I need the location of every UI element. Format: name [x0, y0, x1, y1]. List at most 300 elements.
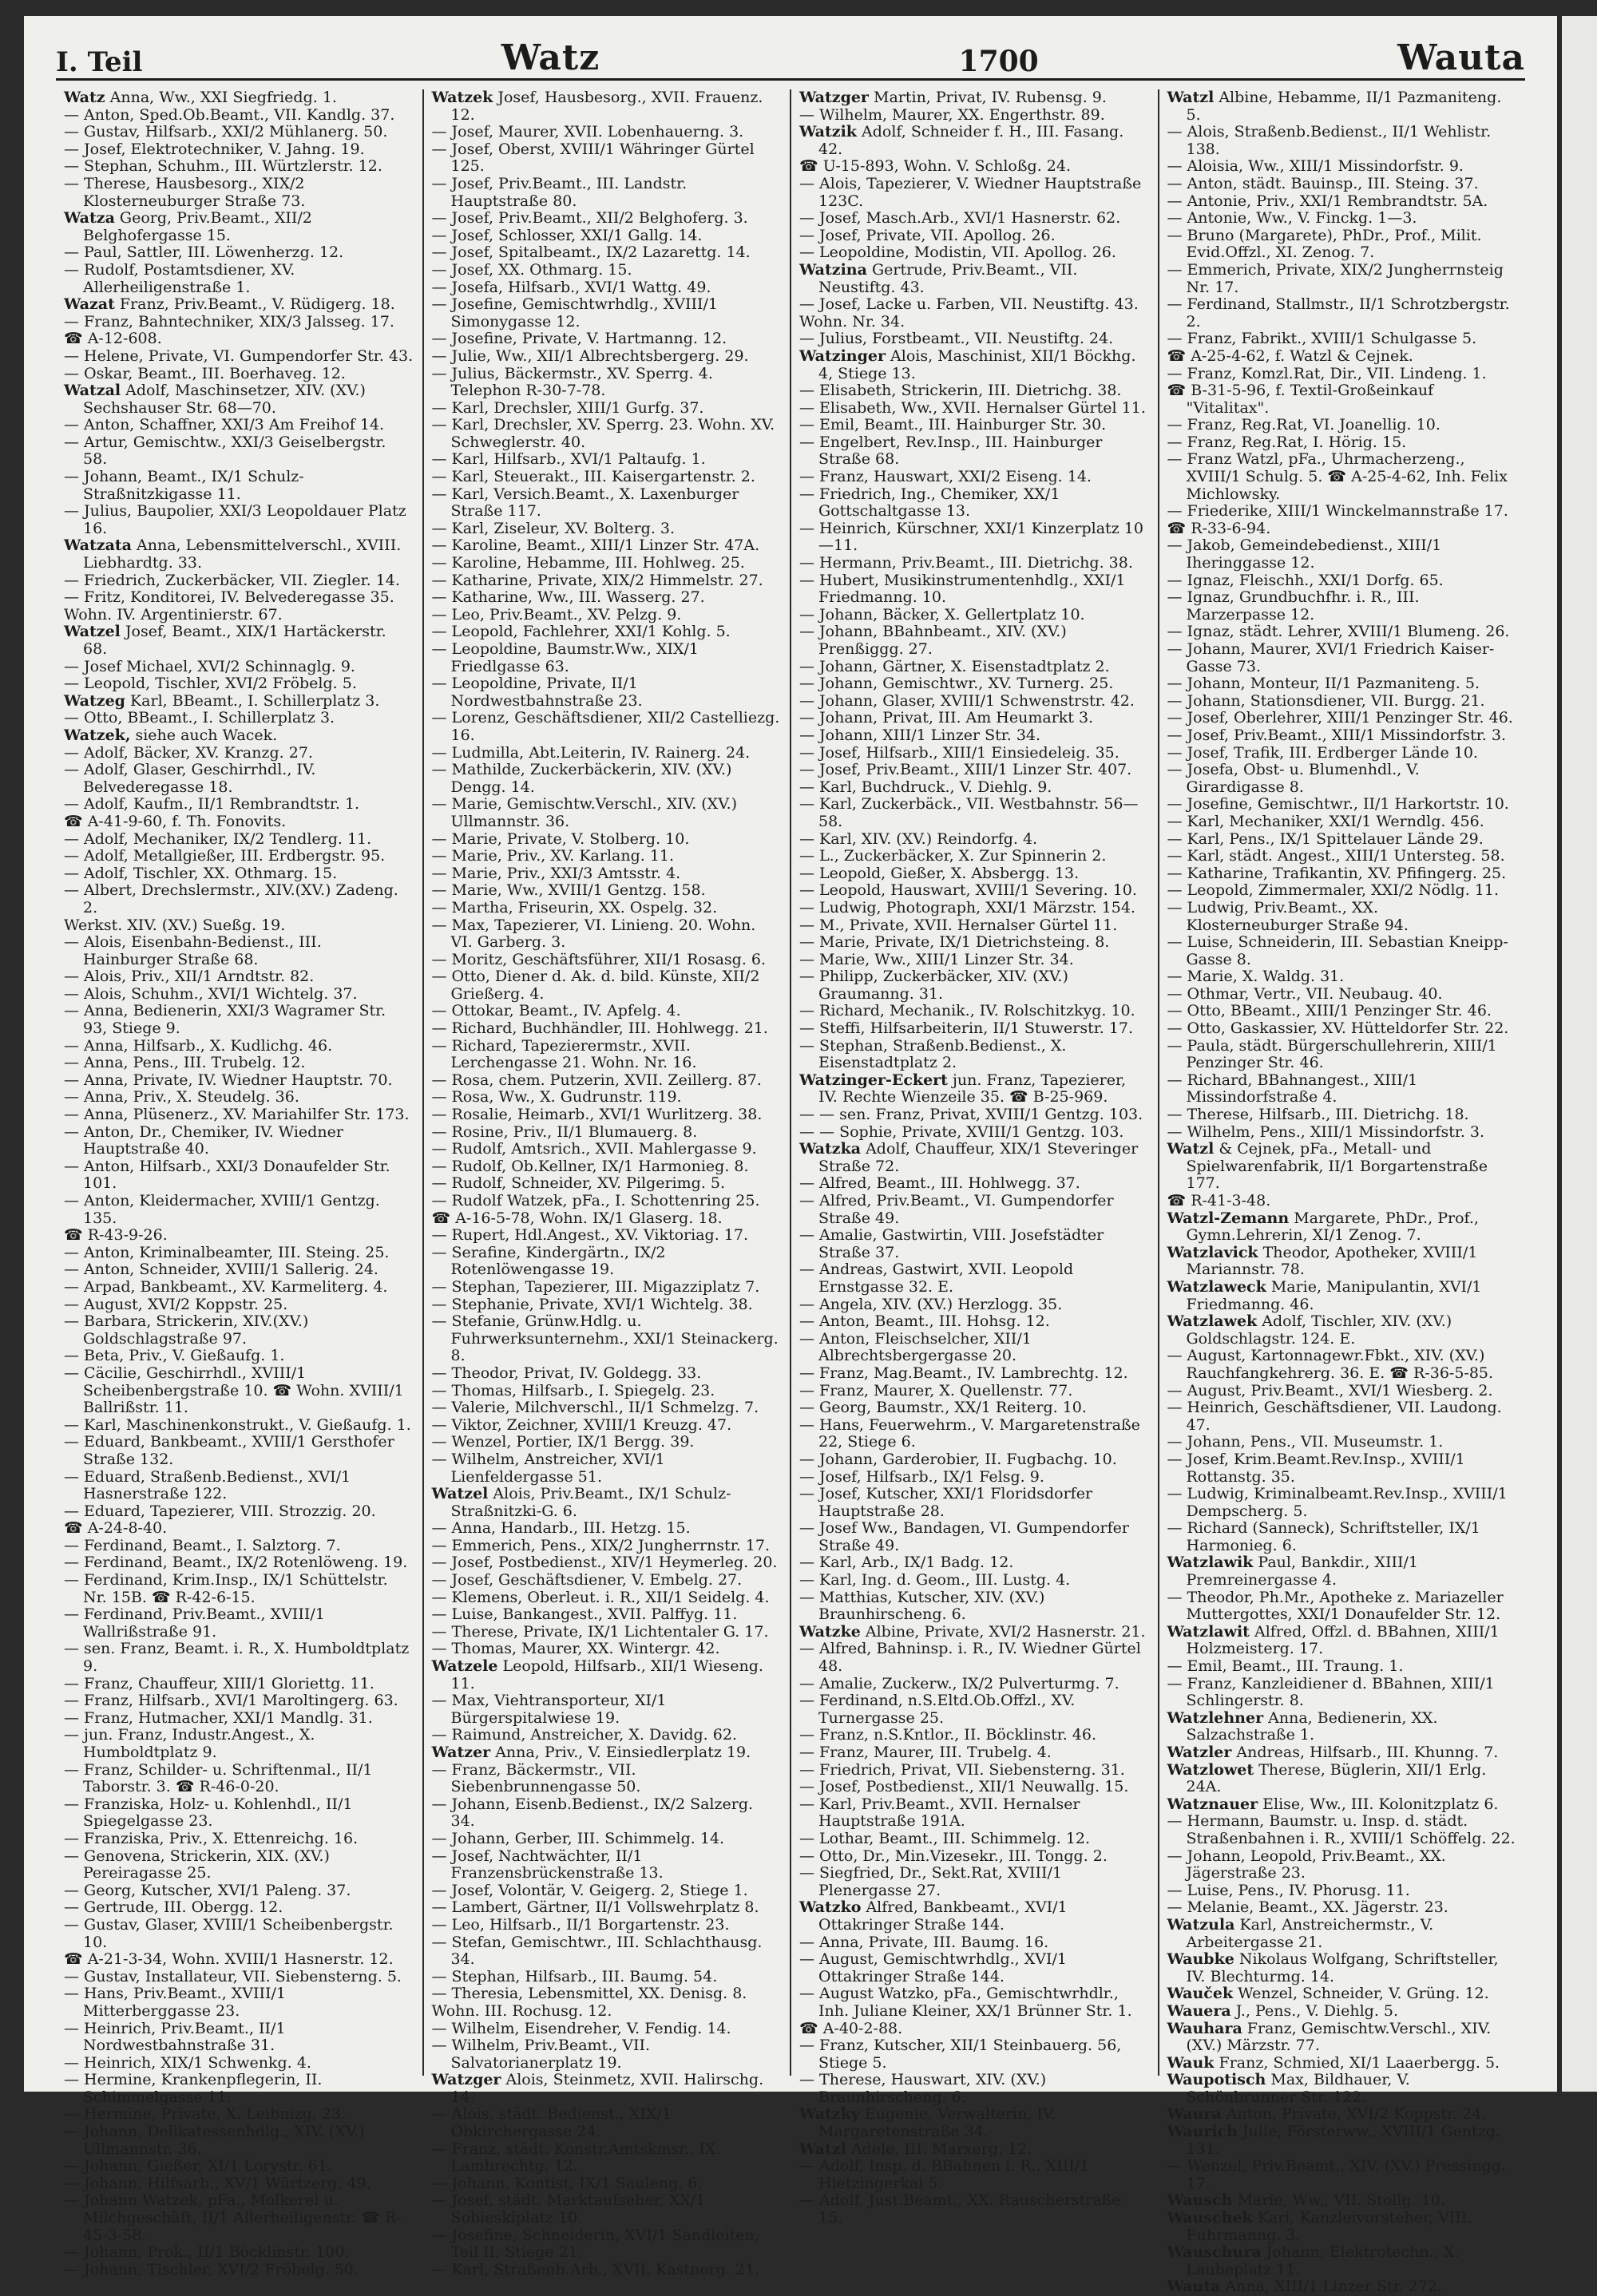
- directory-entry: — Anna, Private, IV. Wiedner Hauptstr. 70.: [64, 1071, 393, 1089]
- directory-entry: Wauhara Franz, Gemischtw.Verschl., XIV. (XV.) Märzstr. 77.: [1167, 2019, 1492, 2055]
- directory-entry: Watz Anna, Ww., XXI Siegfriedg. 1.: [64, 89, 337, 106]
- directory-entry: — Oskar, Beamt., III. Boerhaveg. 12.: [64, 364, 346, 382]
- directory-entry: Watzinger-Eckert jun. Franz, Tapezierer, IV. Rechte Wienzeile 35. ☎ B-25-969.: [799, 1071, 1126, 1106]
- directory-entry: — Theresia, Lebensmittel, XX. Denisg. 8.: [431, 1985, 747, 2003]
- directory-entry: — Hans, Feuerwehrm., V. Margaretenstraße 22, Stiege 6.: [799, 1415, 1140, 1451]
- part-label: I. Teil: [56, 46, 143, 78]
- directory-entry: Watzlawit Alfred, Offzl. d. BBahnen, XIII/1 Holzmeisterg. 17.: [1167, 1622, 1500, 1658]
- directory-entry: — Valerie, Milchverschl., II/1 Schmelzg. 7.: [431, 1399, 759, 1417]
- directory-entry: — Johann, Hilfsarb., XV/1 Würtzerg. 49.: [64, 2174, 371, 2192]
- directory-entry: — Gustav, Hilfsarb., XXI/2 Mühlanerg. 50.: [64, 123, 388, 141]
- directory-entry: — Otto, Diener d. Ak. d. bild. Künste, XII/2 Grießerg. 4.: [431, 968, 760, 1003]
- directory-entry: — Ferdinand, Krim.Insp., IX/1 Schüttelstr. Nr. 15B. ☎ R-42-6-15.: [64, 1571, 388, 1606]
- directory-entry: Watza Georg, Priv.Beamt., XII/2 Belghofergasse 15.: [64, 209, 312, 244]
- directory-entry: Werkst. XIV. (XV.) Sueßg. 19.: [64, 916, 286, 934]
- directory-entry: — Emil, Beamt., III. Hainburger Str. 30.: [799, 416, 1107, 434]
- directory-entry: Watzek Josef, Hausbesorg., XVII. Frauenz. 12.: [431, 89, 763, 124]
- directory-entry: — Ferdinand, Priv.Beamt., XVIII/1 Wallrißstraße 91.: [64, 1605, 325, 1641]
- directory-entry: — Helene, Private, VI. Gumpendorfer Str. 43.: [64, 346, 414, 365]
- directory-entry: — Antonie, Ww., V. Finckg. 1—3.: [1167, 209, 1417, 228]
- directory-entry: — Josef, Priv.Beamt., III. Landstr. Hauptstraße 80.: [431, 174, 688, 210]
- directory-entry: — Karl, Drechsler, XV. Sperrg. 23. Wohn. XV. Schweglerstr. 40.: [431, 416, 775, 451]
- directory-entry: — Marie, Private, V. Stolberg. 10.: [431, 829, 690, 848]
- directory-entry: — Bruno (Margarete), PhDr., Prof., Milit. Evid.Offzl., XI. Zenog. 7.: [1167, 226, 1482, 262]
- directory-entry: — Ignaz, städt. Lehrer, XVIII/1 Blumeng. 26.: [1167, 623, 1510, 641]
- directory-entry: — Josef, Geschäftsdiener, V. Embelg. 27.: [431, 1571, 743, 1589]
- directory-entry: Watzik Adolf, Schneider f. H., III. Fasang. 42.: [799, 123, 1124, 158]
- directory-entry: — Johann, XIII/1 Linzer Str. 34.: [799, 726, 1041, 744]
- directory-entry: — Paula, städt. Bürgerschullehrerin, XIII/1 Penzinger Str. 46.: [1167, 1036, 1497, 1072]
- directory-entry: — Franz, Kanzleidiener d. BBahnen, XIII/1 Schlingerstr. 8.: [1167, 1674, 1495, 1710]
- directory-entry: — Johann, Gärtner, X. Eisenstadtplatz 2.: [799, 657, 1110, 675]
- directory-entry: — Alois, Eisenbahn-Bedienst., III. Hainburger Straße 68.: [64, 933, 322, 968]
- directory-entry: — Ferdinand, Beamt., I. Salztorg. 7.: [64, 1536, 341, 1554]
- directory-entry: — Franz, Bäckermstr., VII. Siebenbrunnengasse 50.: [431, 1760, 641, 1796]
- directory-entry: — Friedrich, Zuckerbäcker, VII. Ziegler. 14.: [64, 571, 400, 589]
- directory-entry: — Josefa, Hilfsarb., XVI/1 Wattg. 49.: [431, 278, 711, 296]
- directory-entry: — Raimund, Anstreicher, X. Davidg. 62.: [431, 1726, 737, 1744]
- directory-entry: — Rudolf, Ob.Kellner, IX/1 Harmonieg. 8.: [431, 1157, 749, 1175]
- directory-entry: — Melanie, Beamt., XX. Jägerstr. 23.: [1167, 1898, 1448, 1917]
- directory-entry: — August, Priv.Beamt., XVI/1 Wiesberg. 2.: [1167, 1381, 1493, 1399]
- directory-entry: — Wenzel, Portier, IX/1 Bergg. 39.: [431, 1433, 695, 1451]
- left-running-head: Watz: [501, 38, 600, 78]
- directory-entry: — Adolf, Just.Beamt., XX. Rauscherstraße 15.: [799, 2191, 1121, 2227]
- directory-entry: — Leopold, Tischler, XVI/2 Fröbelg. 5.: [64, 675, 357, 693]
- directory-entry: — Karl, Versich.Beamt., X. Laxenburger Straße 117.: [431, 485, 739, 521]
- directory-entry: — Friedrich, Ing., Chemiker, XX/1 Gottschaltgasse 13.: [799, 485, 1060, 521]
- directory-entry: Wauček Wenzel, Schneider, V. Grüng. 12.: [1167, 1985, 1489, 2003]
- directory-entry: — Josef, Krim.Beamt.Rev.Insp., XVIII/1 Rottanstg. 35.: [1167, 1450, 1465, 1486]
- directory-entry: ☎ A-40-2-88.: [799, 2019, 903, 2037]
- directory-entry: Watzler Andreas, Hilfsarb., III. Khunng. 7.: [1167, 1744, 1499, 1761]
- adjacent-page-edge: [1562, 16, 1597, 2092]
- directory-entry: — Stephan, Hilfsarb., III. Baumg. 54.: [431, 1967, 718, 1985]
- directory-entry: Wausch Marie, Ww., VII. Stollg. 10.: [1167, 2191, 1445, 2210]
- directory-entry: — Amalie, Gastwirtin, VIII. Josefstädter Straße 37.: [799, 1226, 1104, 1261]
- directory-entry: — Johann, Kontist, IX/1 Sauleng. 6.: [431, 2174, 703, 2192]
- directory-entry: — Jakob, Gemeindebedienst., XIII/1 Iheringgasse 12.: [1167, 536, 1442, 572]
- directory-entry: — Leopold, Fachlehrer, XXI/1 Kohlg. 5.: [431, 623, 731, 641]
- directory-entry: — Josef, Priv.Beamt., XIII/1 Linzer Str. 407.: [799, 761, 1132, 779]
- directory-entry: — Anton, Beamt., III. Hohsg. 12.: [799, 1312, 1050, 1331]
- directory-entry: — Karl, Pens., IX/1 Spittelauer Lände 29.: [1167, 829, 1484, 848]
- directory-entry: — Hans, Priv.Beamt., XVIII/1 Mitterberggasse 23.: [64, 1985, 287, 2020]
- directory-entry: — Adolf, Metallgießer, III. Erdbergstr. 95.: [64, 847, 386, 865]
- directory-entry: — Ludmilla, Abt.Leiterin, IV. Rainerg. 24.: [431, 743, 751, 762]
- directory-entry: Wauk Franz, Schmied, XI/1 Laaerbergg. 5.: [1167, 2053, 1500, 2072]
- directory-entry: — Steffi, Hilfsarbeiterin, II/1 Stuwerstr. 17.: [799, 1019, 1134, 1038]
- directory-entry: — Paul, Sattler, III. Löwenherzg. 12.: [64, 243, 344, 262]
- directory-entry: — Adolf, Glaser, Geschirrhdl., IV. Belvederegasse 18.: [64, 761, 316, 796]
- directory-entry: Watzinger Alois, Maschinist, XII/1 Böckhg. 4, Stiege 13.: [799, 346, 1136, 382]
- directory-entry: — Eduard, Straßenb.Bedienst., XVI/1 Hasnerstraße 122.: [64, 1467, 351, 1503]
- directory-entry: — Karl, Straßenb.Arb., XVII. Kastnerg. 21.: [431, 2260, 760, 2278]
- directory-entry: — Hermine, Private, X. Leibnizg. 23.: [64, 2105, 347, 2124]
- directory-entry: — Karl, Steuerakt., III. Kaisergartenstr. 2.: [431, 468, 755, 486]
- directory-entry: — Matthias, Kutscher, XIV. (XV.) Braunhirscheng. 6.: [799, 1588, 1045, 1624]
- directory-entry: Watzer Anna, Priv., V. Einsiedlerplatz 19.: [431, 1744, 751, 1761]
- directory-entry: — Leopold, Gießer, X. Absbergg. 13.: [799, 864, 1080, 882]
- directory-entry: — Josef, Elektrotechniker, V. Jahng. 19.: [64, 140, 365, 158]
- directory-entry: ☎ A-12-608.: [64, 330, 162, 348]
- directory-entry: Wauta Anna, XIII/1 Linzer Str. 272.: [1167, 2278, 1442, 2296]
- directory-entry: — Antonie, Priv., XXI/1 Rembrandtstr. 5A.: [1167, 192, 1488, 210]
- directory-entry: — Ludwig, Priv.Beamt., XX. Klosterneuburger Straße 94.: [1167, 898, 1409, 934]
- directory-entry: — Karoline, Beamt., XIII/1 Linzer Str. 47A.: [431, 536, 760, 555]
- directory-entry: — Anton, städt. Bauinsp., III. Steing. 37.: [1167, 174, 1479, 192]
- directory-entry: Watzele Leopold, Hilfsarb., XII/1 Wieseng. 11.: [431, 1657, 763, 1692]
- directory-entry: — Josefine, Gemischtwr., II/1 Harkortstr. 10.: [1167, 795, 1509, 813]
- directory-entry: — Cäcilie, Geschirrhdl., XVIII/1 Scheibenbergstraße 10. ☎ Wohn. XVIII/1 Ballrißstr. 11.: [64, 1364, 404, 1417]
- directory-entry: — Therese, Private, IX/1 Lichtentaler G. 17.: [431, 1622, 769, 1641]
- directory-entry: ☎ A-24-8-40.: [64, 1519, 168, 1538]
- directory-entry: Waubke Nikolaus Wolfgang, Schriftsteller, IV. Blechturmg. 14.: [1167, 1950, 1499, 1985]
- directory-entry: Wauschura Johann, Elektrotechn., X. Laubeplatz 11.: [1167, 2243, 1460, 2278]
- directory-entry: Watzl Adele, III. Marxerg. 12.: [799, 2140, 1032, 2158]
- directory-entry: — Julius, Bäckermstr., XV. Sperrg. 4. Telephon R-30-7-78.: [431, 364, 713, 400]
- directory-entry: — Aloisia, Ww., XIII/1 Missindorfstr. 9.: [1167, 157, 1464, 176]
- directory-entry: — Leo, Priv.Beamt., XV. Pelzg. 9.: [431, 605, 682, 623]
- directory-entry: — Rudolf Watzek, pFa., I. Schottenring 25.: [431, 1192, 760, 1209]
- directory-entry: — Johann, Prok., II/1 Böcklinstr. 100.: [64, 2243, 350, 2262]
- directory-entry: — Anna, Bedienerin, XXI/3 Wagramer Str. 93, Stiege 9.: [64, 1002, 386, 1038]
- directory-entry: — Franz, Fabrikt., XVIII/1 Schulgasse 5.: [1167, 330, 1477, 348]
- directory-entry: — Franz, Maurer, III. Trubelg. 4.: [799, 1744, 1052, 1761]
- directory-entry: Watzel Josef, Beamt., XIX/1 Hartäckerstr. 68.: [64, 623, 386, 658]
- directory-entry: — Johann, Garderobier, II. Fugbachg. 10.: [799, 1450, 1117, 1468]
- directory-entry: — — Sophie, Private, XVIII/1 Gentzg. 103.: [799, 1122, 1124, 1141]
- directory-entry: — Rudolf, Schneider, XV. Pilgerimg. 5.: [431, 1174, 726, 1193]
- directory-entry: — Karl, XIV. (XV.) Reindorfg. 4.: [799, 829, 1038, 848]
- directory-entry: — Alfred, Bahninsp. i. R., IV. Wiedner Gürtel 48.: [799, 1640, 1141, 1676]
- directory-entry: — — sen. Franz, Privat, XVIII/1 Gentzg. 103.: [799, 1106, 1143, 1124]
- directory-entry: — Franziska, Holz- u. Kohlenhdl., II/1 Spiegelgasse 23.: [64, 1795, 353, 1831]
- directory-entry: Watzlaweck Marie, Manipulantin, XVI/1 Friedmanng. 46.: [1167, 1277, 1482, 1313]
- directory-entry: — Stephan, Tapezierer, III. Migazziplatz 7.: [431, 1277, 760, 1296]
- directory-entry: — Anton, Schneider, XVIII/1 Sallerig. 24.: [64, 1261, 378, 1279]
- directory-entry: — Wilhelm, Anstreicher, XVI/1 Lienfeldergasse 51.: [431, 1450, 665, 1486]
- directory-entry: — Otto, Gaskassier, XV. Hütteldorfer Str. 22.: [1167, 1019, 1509, 1038]
- directory-entry: — Leopoldine, Modistin, VII. Apollog. 26.: [799, 243, 1116, 262]
- directory-entry: ☎ A-16-5-78, Wohn. IX/1 Glaserg. 18.: [431, 1209, 723, 1227]
- directory-entry: — Klemens, Oberleut. i. R., XII/1 Seidelg. 4.: [431, 1588, 770, 1606]
- directory-entry: Wohn. Nr. 34.: [799, 312, 905, 331]
- directory-entry: — Franz, Maurer, X. Quellenstr. 77.: [799, 1381, 1073, 1399]
- directory-entry: — Josef Ww., Bandagen, VI. Gumpendorfer Straße 49.: [799, 1519, 1129, 1554]
- directory-entry: — Marie, Ww., XIII/1 Linzer Str. 34.: [799, 950, 1074, 968]
- directory-entry: — Anton, Kriminalbeamter, III. Steing. 25.: [64, 1243, 390, 1261]
- directory-entry: — Ferdinand, Stallmstr., II/1 Schrotzbergstr. 2.: [1167, 295, 1510, 331]
- directory-entry: — Ignaz, Grundbuchfhr. i. R., III. Marzerpasse 12.: [1167, 588, 1420, 623]
- directory-entry: — August, XVI/2 Koppstr. 25.: [64, 1295, 288, 1313]
- directory-entry: — Lorenz, Geschäftsdiener, XII/2 Castelliezg. 16.: [431, 709, 780, 744]
- directory-entry: — Josef, Priv.Beamt., XIII/1 Missindorfstr. 3.: [1167, 726, 1507, 744]
- directory-entry: — Amalie, Zuckerw., IX/2 Pulverturmg. 7.: [799, 1674, 1119, 1692]
- directory-entry: — Marie, Ww., XVIII/1 Gentzg. 158.: [431, 881, 706, 900]
- directory-entry: — Adolf, Mechaniker, IX/2 Tendlerg. 11.: [64, 829, 372, 848]
- directory-entry: — Hermann, Baumstr. u. Insp. d. städt. Straßenbahnen i. R., XVIII/1 Schöffelg. 22.: [1167, 1812, 1516, 1847]
- directory-entry: — Stephan, Straßenb.Bedienst., X. Eisenstadtplatz 2.: [799, 1036, 1067, 1072]
- directory-entry: Watzal Adolf, Maschinsetzer, XIV. (XV.) Sechshauser Str. 68—70.: [64, 382, 366, 417]
- directory-entry: Wauschek Karl, Kanzleivorsteher, VIII. Fuhrmanng. 3.: [1167, 2209, 1472, 2244]
- directory-entry: — Otto, BBeamt., XIII/1 Penzinger Str. 46.: [1167, 1002, 1492, 1020]
- directory-entry: — Alois, Schuhm., XVI/1 Wichtelg. 37.: [64, 984, 358, 1003]
- directory-entry: — Johann, Delikatessenhdlg., XIV. (XV.) Ullmannstr. 36.: [64, 2123, 365, 2158]
- directory-entry: Waura Anton, Private, XVI/2 Koppstr. 24.: [1167, 2105, 1487, 2124]
- directory-columns: [56, 89, 1525, 2296]
- directory-entry: — Beta, Priv., V. Gießaufg. 1.: [64, 1347, 285, 1365]
- directory-entry: — Serafine, Kindergärtn., IX/2 Rotenlöwengasse 19.: [431, 1243, 666, 1279]
- directory-page: [24, 16, 1557, 2296]
- directory-entry: — Rosa, chem. Putzerin, XVII. Zeillerg. 87.: [431, 1071, 762, 1089]
- directory-entry: ☎ R-41-3-48.: [1167, 1192, 1271, 1209]
- directory-entry: — Josef, Masch.Arb., XVI/1 Hasnerstr. 62.: [799, 209, 1121, 228]
- directory-entry: — Franz, Reg.Rat, I. Hörig. 15.: [1167, 433, 1407, 451]
- directory-entry: — Johann, Glaser, XVIII/1 Schwenstrstr. 42.: [799, 691, 1135, 710]
- directory-entry: — Anton, Sped.Ob.Beamt., VII. Kandlg. 37.: [64, 105, 395, 124]
- directory-entry: Waupotisch Max, Bildhauer, V. Schönbrunner Str. 122.: [1167, 2071, 1410, 2106]
- directory-entry: — Hubert, Musikinstrumentenhdlg., XXI/1 Friedmanng. 10.: [799, 571, 1126, 607]
- directory-entry: — Julius, Baupolier, XXI/3 Leopoldauer Platz 16.: [64, 502, 406, 537]
- directory-entry: — Wilhelm, Priv.Beamt., VII. Salvatorianerplatz 19.: [431, 2037, 651, 2072]
- directory-entry: — August, Gemischtwrhdlg., XVI/1 Ottakringer Straße 144.: [799, 1950, 1067, 1985]
- directory-entry: — Theodor, Privat, IV. Goldegg. 33.: [431, 1364, 702, 1382]
- directory-entry: — Karl, Hilfsarb., XVI/1 Paltaufg. 1.: [431, 450, 706, 469]
- directory-entry: — Viktor, Zeichner, XVIII/1 Kreuzg. 47.: [431, 1415, 732, 1434]
- directory-entry: — Johann Watzek, pFa., Molkerei u. Milchgeschäft, II/1 Allerheiligenstr. ☎ R-45-3-58.: [64, 2191, 402, 2244]
- directory-entry: ☎ R-43-9-26.: [64, 1226, 168, 1245]
- directory-entry: — Othmar, Vertr., VII. Neubaug. 40.: [1167, 984, 1443, 1003]
- directory-entry: — Stephanie, Private, XVI/1 Wichtelg. 38.: [431, 1295, 753, 1313]
- directory-entry: — Stefanie, Grünw.Hdlg. u. Fuhrwerksunternehm., XXI/1 Steinackerg. 8.: [431, 1312, 779, 1365]
- directory-entry: — Engelbert, Rev.Insp., III. Hainburger Straße 68.: [799, 433, 1103, 469]
- directory-entry: — Franz, Mag.Beamt., IV. Lambrechtg. 12.: [799, 1364, 1128, 1382]
- directory-entry: Wazat Franz, Priv.Beamt., V. Rüdigerg. 18.: [64, 295, 395, 314]
- directory-entry: — M., Private, XVII. Hernalser Gürtel 11.: [799, 916, 1118, 934]
- directory-entry: — Johann, Stationsdiener, VII. Burgg. 21.: [1167, 691, 1485, 710]
- directory-entry: — August Watzko, pFa., Gemischtwrhdlr., Inh. Juliane Kleiner, XX/1 Brünner Str. 1.: [799, 1985, 1132, 2020]
- directory-entry: — Johann, Eisenb.Bedienst., IX/2 Salzerg. 34.: [431, 1795, 754, 1831]
- directory-entry: — Josef, Lacke u. Farben, VII. Neustiftg. 43.: [799, 295, 1139, 314]
- directory-entry: — Karl, Ing. d. Geom., III. Lustg. 4.: [799, 1571, 1071, 1589]
- directory-entry: — Alois, städt. Bedienst., XIX/1 Obkirchergasse 24.: [431, 2105, 672, 2141]
- directory-entry: — Josef Michael, XVI/2 Schinnaglg. 9.: [64, 657, 355, 675]
- directory-entry: — Ludwig, Kriminalbeamt.Rev.Insp., XVIII/1 Dempscherg. 5.: [1167, 1485, 1508, 1520]
- directory-entry: ☎ B-31-5-96, f. Textil-Großeinkauf "Vitalitax".: [1167, 382, 1434, 417]
- directory-entry: — Anna, Private, III. Baumg. 16.: [799, 1933, 1049, 1951]
- directory-entry: — Luise, Schneiderin, III. Sebastian Kneipp-Gasse 8.: [1167, 933, 1508, 968]
- directory-entry: — Marie, Priv., XV. Karlang. 11.: [431, 847, 675, 865]
- directory-entry: Watzka Adolf, Chauffeur, XIX/1 Steveringer Straße 72.: [799, 1140, 1139, 1175]
- directory-entry: — Gustav, Glaser, XVIII/1 Scheibenbergstr. 10.: [64, 1915, 394, 1951]
- directory-entry: — Katharine, Ww., III. Wasserg. 27.: [431, 588, 705, 607]
- directory-entry: — Katharine, Trafikantin, XV. Pfifingerg. 25.: [1167, 864, 1507, 882]
- directory-entry: — Johann, Gerber, III. Schimmelg. 14.: [431, 1829, 725, 1847]
- directory-entry: — Josef, Postbedienst., XII/1 Neuwallg. 15.: [799, 1778, 1129, 1796]
- directory-entry: — Karl, Priv.Beamt., XVII. Hernalser Hauptstraße 191A.: [799, 1795, 1080, 1831]
- directory-entry: — Marie, Priv., XXI/3 Amtsstr. 4.: [431, 864, 681, 882]
- directory-entry: — Philipp, Zuckerbäcker, XIV. (XV.) Graumanng. 31.: [799, 968, 1068, 1003]
- directory-entry: — Mathilde, Zuckerbäckerin, XIV. (XV.) Dengg. 14.: [431, 761, 732, 796]
- directory-entry: ☎ A-25-4-62, f. Watzl & Cejnek.: [1167, 346, 1413, 365]
- directory-entry: — Otto, Dr., Min.Vizesekr., III. Tongg. 2.: [799, 1847, 1108, 1865]
- directory-entry: — Josef, Spitalbeamt., IX/2 Lazarettg. 14.: [431, 243, 751, 262]
- directory-entry: — Rosa, Ww., X. Gudrunstr. 119.: [431, 1088, 682, 1106]
- page-header: [56, 40, 1525, 81]
- directory-entry: — Julie, Ww., XII/1 Albrechtsbergerg. 29.: [431, 346, 749, 365]
- directory-entry: ☎ U-15-893, Wohn. V. Schloßg. 24.: [799, 157, 1072, 176]
- directory-entry: Watzlawik Paul, Bankdir., XIII/1 Premreinergasse 4.: [1167, 1554, 1418, 1589]
- directory-entry: — Theodor, Ph.Mr., Apotheke z. Mariazeller Muttergottes, XXI/1 Donaufelder Str. 12.: [1167, 1588, 1504, 1624]
- directory-entry: Watzlehner Anna, Bedienerin, XX. Salzachstraße 1.: [1167, 1708, 1438, 1744]
- directory-entry: — Adolf, Tischler, XX. Othmarg. 15.: [64, 864, 338, 882]
- directory-entry: — Eduard, Bankbeamt., XVIII/1 Gersthofer Straße 132.: [64, 1433, 394, 1468]
- directory-entry: — Anton, Kleidermacher, XVIII/1 Gentzg. 135.: [64, 1192, 380, 1227]
- directory-entry: — Anton, Dr., Chemiker, IV. Wiedner Hauptstraße 40.: [64, 1122, 343, 1158]
- directory-entry: — Karl, Mechaniker, XXI/1 Werndlg. 456.: [1167, 812, 1484, 830]
- directory-entry: — Richard, BBahnangest., XIII/1 Missindorfstraße 4.: [1167, 1071, 1418, 1106]
- directory-entry: — Josef, Postbedienst., XIV/1 Heymerleg. 20.: [431, 1554, 778, 1572]
- directory-entry: — Anna, Plüsenerz., XV. Mariahilfer Str. 173.: [64, 1106, 410, 1124]
- directory-entry: — Rosalie, Heimarb., XVI/1 Wurlitzerg. 38.: [431, 1106, 763, 1124]
- directory-entry: — Alois, Priv., XII/1 Arndtstr. 82.: [64, 968, 315, 986]
- directory-entry: — Marie, Private, IX/1 Dietrichsteing. 8.: [799, 933, 1110, 952]
- directory-entry: — Franz Watzl, pFa., Uhrmacherzeng., XVIII/1 Schulg. 5. ☎ A-25-4-62, Inh. Felix Michlowsky.: [1167, 450, 1508, 503]
- directory-entry: ☎ R-33-6-94.: [1167, 519, 1271, 537]
- directory-entry: — Fritz, Konditorei, IV. Belvederegasse 35.: [64, 588, 394, 607]
- directory-entry: — Therese, Hausbesorg., XIX/2 Klosterneuburger Straße 73.: [64, 174, 306, 210]
- directory-entry: — Marie, Gemischtw.Verschl., XIV. (XV.) Ullmannstr. 36.: [431, 795, 738, 830]
- directory-entry: ☎ A-41-9-60, f. Th. Fonovits.: [64, 812, 287, 830]
- directory-entry: — Josefine, Schneiderin, XVI/1 Sandleiten, Teil II, Stiege 21.: [431, 2226, 759, 2262]
- directory-entry: — Josef, Hilfsarb., IX/1 Felsg. 9.: [799, 1467, 1044, 1486]
- directory-entry: — Franz, Reg.Rat, VI. Joanellig. 10.: [1167, 416, 1440, 434]
- directory-entry: — Elisabeth, Ww., XVII. Hernalser Gürtel 11.: [799, 398, 1146, 417]
- directory-entry: — Rosine, Priv., II/1 Blumauerg. 8.: [431, 1122, 698, 1141]
- directory-entry: — Franz, Chauffeur, XIII/1 Gloriettg. 11.: [64, 1674, 374, 1692]
- directory-entry: — Artur, Gemischtw., XXI/3 Geiselbergstr. 58.: [64, 433, 386, 469]
- directory-entry: — August, Kartonnagewr.Fbkt., XIV. (XV.) Rauchfangkehrerg. 36. E. ☎ R-36-5-85.: [1167, 1347, 1494, 1382]
- directory-entry: — Lothar, Beamt., III. Schimmelg. 12.: [799, 1829, 1091, 1847]
- directory-entry: — Franziska, Priv., X. Ettenreichg. 16.: [64, 1829, 359, 1847]
- directory-entry: — Josef, Schlosser, XXI/1 Gallg. 14.: [431, 226, 703, 244]
- directory-entry: — jun. Franz, Industr.Angest., X. Humboldtplatz 9.: [64, 1726, 315, 1761]
- directory-entry: — Adolf, Bäcker, XV. Kranzg. 27.: [64, 743, 313, 762]
- directory-entry: — Stephan, Schuhm., III. Würtzlerstr. 12.: [64, 157, 382, 176]
- directory-entry: — Therese, Hauswart, XIV. (XV.) Braunhirscheng. 6.: [799, 2071, 1047, 2106]
- directory-entry: — Franz, Kutscher, XII/1 Steinbauerg. 56, Stiege 5.: [799, 2037, 1122, 2072]
- directory-entry: Watzl-Zemann Margarete, PhDr., Prof., Gymn.Lehrerin, XI/1 Zenog. 7.: [1167, 1209, 1479, 1245]
- directory-entry: — Barbara, Strickerin, XIV.(XV.) Goldschlagstraße 97.: [64, 1312, 309, 1348]
- directory-entry: — Wilhelm, Maurer, XX. Engerthstr. 89.: [799, 105, 1105, 124]
- directory-entry: — Katharine, Private, XIX/2 Himmelstr. 27.: [431, 571, 763, 589]
- directory-entry: — Wenzel, Priv.Beamt., XIV. (XV.) Pressingg. 17.: [1167, 2157, 1506, 2192]
- directory-entry: — Josef, Trafik, III. Erdberger Lände 10.: [1167, 743, 1478, 762]
- directory-entry: — Rudolf, Postamtsdiener, XV. Allerheiligenstraße 1.: [64, 260, 295, 296]
- directory-entry: — Karl, Drechsler, XIII/1 Gurfg. 37.: [431, 398, 704, 417]
- directory-entry: — Thomas, Maurer, XX. Wintergr. 42.: [431, 1640, 720, 1658]
- directory-entry: — Josef, Nachtwächter, II/1 Franzensbrückenstraße 13.: [431, 1847, 664, 1882]
- directory-entry: — Johann, Privat, III. Am Heumarkt 3.: [799, 709, 1094, 727]
- directory-entry: — Franz, Komzl.Rat, Dir., VII. Lindeng. 1.: [1167, 364, 1487, 382]
- directory-entry: — Josefine, Private, V. Hartmanng. 12.: [431, 330, 727, 348]
- directory-entry: — Franz, Schilder- u. Schriftenmal., II/1 Taborstr. 3. ☎ R-46-0-20.: [64, 1760, 373, 1796]
- directory-entry: — Karoline, Hebamme, III. Hohlweg. 25.: [431, 554, 745, 572]
- directory-entry: — Friederike, XIII/1 Winckelmannstraße 17.: [1167, 502, 1508, 521]
- directory-entry: — L., Zuckerbäcker, X. Zur Spinnerin 2.: [799, 847, 1107, 865]
- directory-entry: — Richard (Sanneck), Schriftsteller, IX/1 Harmonieg. 6.: [1167, 1519, 1480, 1554]
- directory-entry: — Josef, XX. Othmarg. 15.: [431, 260, 632, 279]
- directory-entry: — Josef, Oberlehrer, XIII/1 Penzinger Str. 46.: [1167, 709, 1513, 727]
- directory-entry: — Rupert, Hdl.Angest., XV. Viktoriag. 17.: [431, 1226, 749, 1245]
- directory-entry: — Georg, Kutscher, XVI/1 Paleng. 37.: [64, 1881, 351, 1899]
- directory-entry: — Leopoldine, Baumstr.Ww., XIX/1 Friedlgasse 63.: [431, 640, 699, 675]
- directory-entry: — Johann, Monteur, II/1 Pazmaniteng. 5.: [1167, 675, 1480, 693]
- directory-entry: — Ferdinand, Beamt., IX/2 Rotenlöweng. 19.: [64, 1554, 408, 1572]
- directory-entry: — Franz, Hilfsarb., XVI/1 Maroltingerg. 63.: [64, 1692, 398, 1710]
- directory-entry: — Josef, Priv.Beamt., XII/2 Belghoferg. 3.: [431, 209, 748, 228]
- directory-entry: Watzula Karl, Anstreichermstr., V. Arbeitergasse 21.: [1167, 1915, 1434, 1951]
- directory-entry: Watzl & Cejnek, pFa., Metall- und Spielwarenfabrik, II/1 Borgartenstraße 177.: [1167, 1140, 1488, 1193]
- directory-entry: — Emmerich, Private, XIX/2 Jungherrnsteig Nr. 17.: [1167, 260, 1504, 296]
- directory-entry: — Josefine, Gemischtwrhdlg., XVIII/1 Simonygasse 12.: [431, 295, 718, 331]
- directory-entry: — Hermine, Krankenpflegerin, II. Schimmelgasse 11.: [64, 2071, 323, 2106]
- directory-entry: — Emil, Beamt., III. Traung. 1.: [1167, 1657, 1404, 1676]
- directory-entry: — Genovena, Strickerin, XIX. (XV.) Pereiragasse 25.: [64, 1847, 330, 1882]
- directory-entry: — Albert, Drechslermstr., XIV.(XV.) Zadeng. 2.: [64, 881, 398, 916]
- directory-entry: — Therese, Hilfsarb., III. Dietrichg. 18.: [1167, 1106, 1469, 1124]
- directory-entry: — Eduard, Tapezierer, VIII. Strozzig. 20.: [64, 1502, 376, 1520]
- directory-entry: — Anna, Hilfsarb., X. Kudlichg. 46.: [64, 1036, 333, 1055]
- directory-entry: — Georg, Baumstr., XX/1 Reiterg. 10.: [799, 1399, 1087, 1417]
- directory-entry: — Otto, BBeamt., I. Schillerplatz 3.: [64, 709, 335, 727]
- directory-entry: Watzina Gertrude, Priv.Beamt., VII. Neustiftg. 43.: [799, 260, 1078, 296]
- directory-entry: — Josef, Private, VII. Apollog. 26.: [799, 226, 1056, 244]
- directory-entry: — Thomas, Hilfsarb., I. Spiegelg. 23.: [431, 1381, 715, 1399]
- directory-entry: — Alois, Tapezierer, V. Wiedner Hauptstraße 123C.: [799, 174, 1142, 210]
- directory-entry: — Franz, städt. Konstr.Amtskmsr., IX. Lambrechtg. 12.: [431, 2140, 721, 2175]
- directory-entry: — Johann, Tischler, XVI/2 Fröbelg. 50.: [64, 2260, 359, 2278]
- directory-entry: — Anton, Schaffner, XXI/3 Am Freihof 14.: [64, 416, 385, 434]
- directory-entry: — Alois, Straßenb.Bedienst., II/1 Wehlistr. 138.: [1167, 123, 1492, 158]
- directory-entry: — Gustav, Installateur, VII. Siebensterng. 5.: [64, 1967, 402, 1985]
- directory-entry: — Alfred, Priv.Beamt., VI. Gumpendorfer Straße 49.: [799, 1192, 1114, 1227]
- directory-entry: — Josef, Oberst, XVIII/1 Währinger Gürtel 125.: [431, 140, 755, 176]
- directory-entry: — Karl, Zuckerbäck., VII. Westbahnstr. 56—58.: [799, 795, 1139, 830]
- directory-entry: Wohn. IV. Argentinierstr. 67.: [64, 605, 283, 623]
- directory-entry: — Karl, Buchdruck., V. Diehlg. 9.: [799, 778, 1052, 796]
- directory-entry: Watzger Martin, Privat, IV. Rubensg. 9.: [799, 89, 1107, 106]
- directory-entry: Watzel Alois, Priv.Beamt., IX/1 Schulz-Straßnitzki-G. 6.: [431, 1485, 731, 1520]
- column-3: [791, 89, 1159, 2227]
- directory-entry: — Heinrich, Kürschner, XXI/1 Kinzerplatz 10—11.: [799, 519, 1143, 555]
- directory-entry: — Rudolf, Amtsrich., XVII. Mahlergasse 9.: [431, 1140, 757, 1158]
- directory-entry: — Siegfried, Dr., Sekt.Rat, XVIII/1 Plenergasse 27.: [799, 1864, 1063, 1899]
- directory-entry: — Josef, Kutscher, XXI/1 Floridsdorfer Hauptstraße 28.: [799, 1485, 1093, 1520]
- directory-entry: — Johann, Beamt., IX/1 Schulz-Straßnitzkigasse 11.: [64, 468, 304, 503]
- directory-entry: — Max, Viehtransporteur, XI/1 Bürgerspitalwiese 19.: [431, 1692, 667, 1727]
- directory-entry: — Anna, Priv., X. Steudelg. 36.: [64, 1088, 299, 1106]
- directory-entry: — Johann, Maurer, XVI/1 Friedrich Kaiser-Gasse 73.: [1167, 640, 1495, 675]
- directory-entry: — Leo, Hilfsarb., II/1 Borgartenstr. 23.: [431, 1915, 730, 1934]
- directory-entry: Watzlavick Theodor, Apotheker, XVIII/1 Mariannstr. 78.: [1167, 1243, 1478, 1279]
- directory-entry: — Johann, Pens., VII. Museumstr. 1.: [1167, 1433, 1444, 1451]
- directory-entry: — Arpad, Bankbeamt., XV. Karmeliterg. 4.: [64, 1277, 388, 1296]
- directory-entry: Watzeg Karl, BBeamt., I. Schillerplatz 3.: [64, 691, 380, 710]
- directory-entry: Watzata Anna, Lebensmittelverschl., XVIII. Liebhardtg. 33.: [64, 536, 402, 572]
- directory-entry: — Franz, Hauswart, XXI/2 Eiseng. 14.: [799, 468, 1092, 486]
